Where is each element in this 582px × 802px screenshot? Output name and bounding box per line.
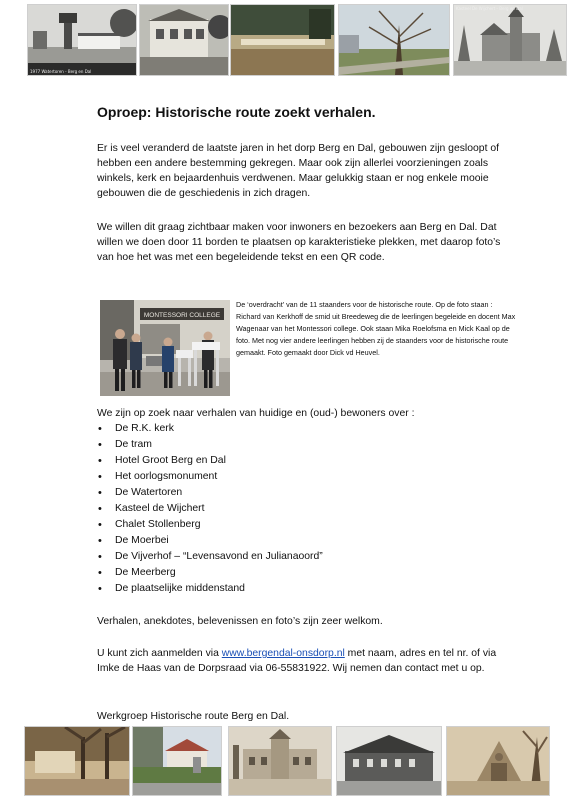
list-item: • Hotel Groot Berg en Dal xyxy=(97,453,517,469)
photo-watertoren: 1977 Watertoren - Berg en Dal xyxy=(27,4,137,76)
contact-text-before: U kunt zich aanmelden via xyxy=(97,648,222,659)
plan-paragraph: We willen dit graag zichtbaar maken voor inwoners en bezoekers aan Berg en Dal. Dat willen we doen door 11 borden te plaatsen op karakteristieke plekken, met daarop foto’s van hoe het was met een begeleidende tekst en een QR code. xyxy=(97,222,501,263)
photo-tram-stop xyxy=(24,726,130,796)
list-item: • De tram xyxy=(97,437,517,453)
contact-text-after: met naam, adres en tel nr. of via Imke de Haas van de Dorpsraad via 06-55831922. Wij nemen dan contact met u op. xyxy=(97,648,497,674)
list-item: • Kasteel de Wijchert xyxy=(97,501,517,517)
list-item: • De Moerbei xyxy=(97,533,517,549)
montessori-sign: MONTESSORI COLLEGE xyxy=(143,312,221,319)
page-title: Oproep: Historische route zoekt verhalen. xyxy=(97,104,376,120)
handover-photo xyxy=(100,300,230,396)
list-item: • De plaatselijke middenstand xyxy=(97,581,517,597)
bottom-photo-strip xyxy=(0,726,582,796)
photo-rk-kerk xyxy=(446,726,550,796)
signature: Werkgroep Historische route Berg en Dal. xyxy=(97,711,290,722)
article xyxy=(97,103,517,722)
photo-monument xyxy=(132,726,222,796)
photo-hotel-groot-berg-en-dal xyxy=(228,726,332,796)
website-link[interactable]: www.bergendal-onsdorp.nl xyxy=(221,648,345,659)
list-item: • De Meerberg xyxy=(97,565,517,581)
list-item: • De Watertoren xyxy=(97,485,517,501)
top-photo-strip xyxy=(0,4,582,76)
photo-winter-trees xyxy=(338,4,450,76)
photo-caption: De ‘overdracht’ van de 11 staanders voor de historische route. Op de foto staan : Richard van Kerkhoff de smid uit Breedeweg die de leerlingen begeleide en docent Max Wagenaar van het Montessori college. Ook staan Mika Roelofsma en Mick Kaal op de foto. Met nog vier andere leerlingen hebben zij de staanders voor de historische route gemaakt. Foto gemaakt door Dick vd Heuvel. xyxy=(236,300,516,357)
list-item: • Het oorlogsmonument xyxy=(97,469,517,485)
photo-wijchert-grounds xyxy=(230,4,335,76)
list-item: • De R.K. kerk xyxy=(97,421,517,437)
list-item: • De Vijverhof – “Levensavond en Julianaoord” xyxy=(97,549,517,565)
photo-hotel-front xyxy=(139,4,229,76)
list-intro: We zijn op zoek naar verhalen van huidige en (oud-) bewoners over : xyxy=(97,408,415,419)
list-item: • Chalet Stollenberg xyxy=(97,517,517,533)
contact-paragraph xyxy=(97,646,517,676)
intro-paragraph: Er is veel veranderd de laatste jaren in het dorp Berg en Dal, gebouwen zijn gesloopt of hebben een andere bestemming gekregen. Maar ook zijn allerlei voorzieningen zoals winkels, kerk en bejaardenhuis verdwenen. Maar gelukkig staan er nog enkele mooie gebouwen die de geschiedenis in zich dragen. xyxy=(97,143,500,199)
welcome-paragraph: Verhalen, anekdotes, belevenissen en foto’s zijn zeer welkom. xyxy=(97,616,383,627)
photo-kasteel: Kasteel De Wijchert - Berg en Dal xyxy=(453,4,567,76)
topic-list xyxy=(97,421,517,597)
photo-vijverhof xyxy=(336,726,442,796)
